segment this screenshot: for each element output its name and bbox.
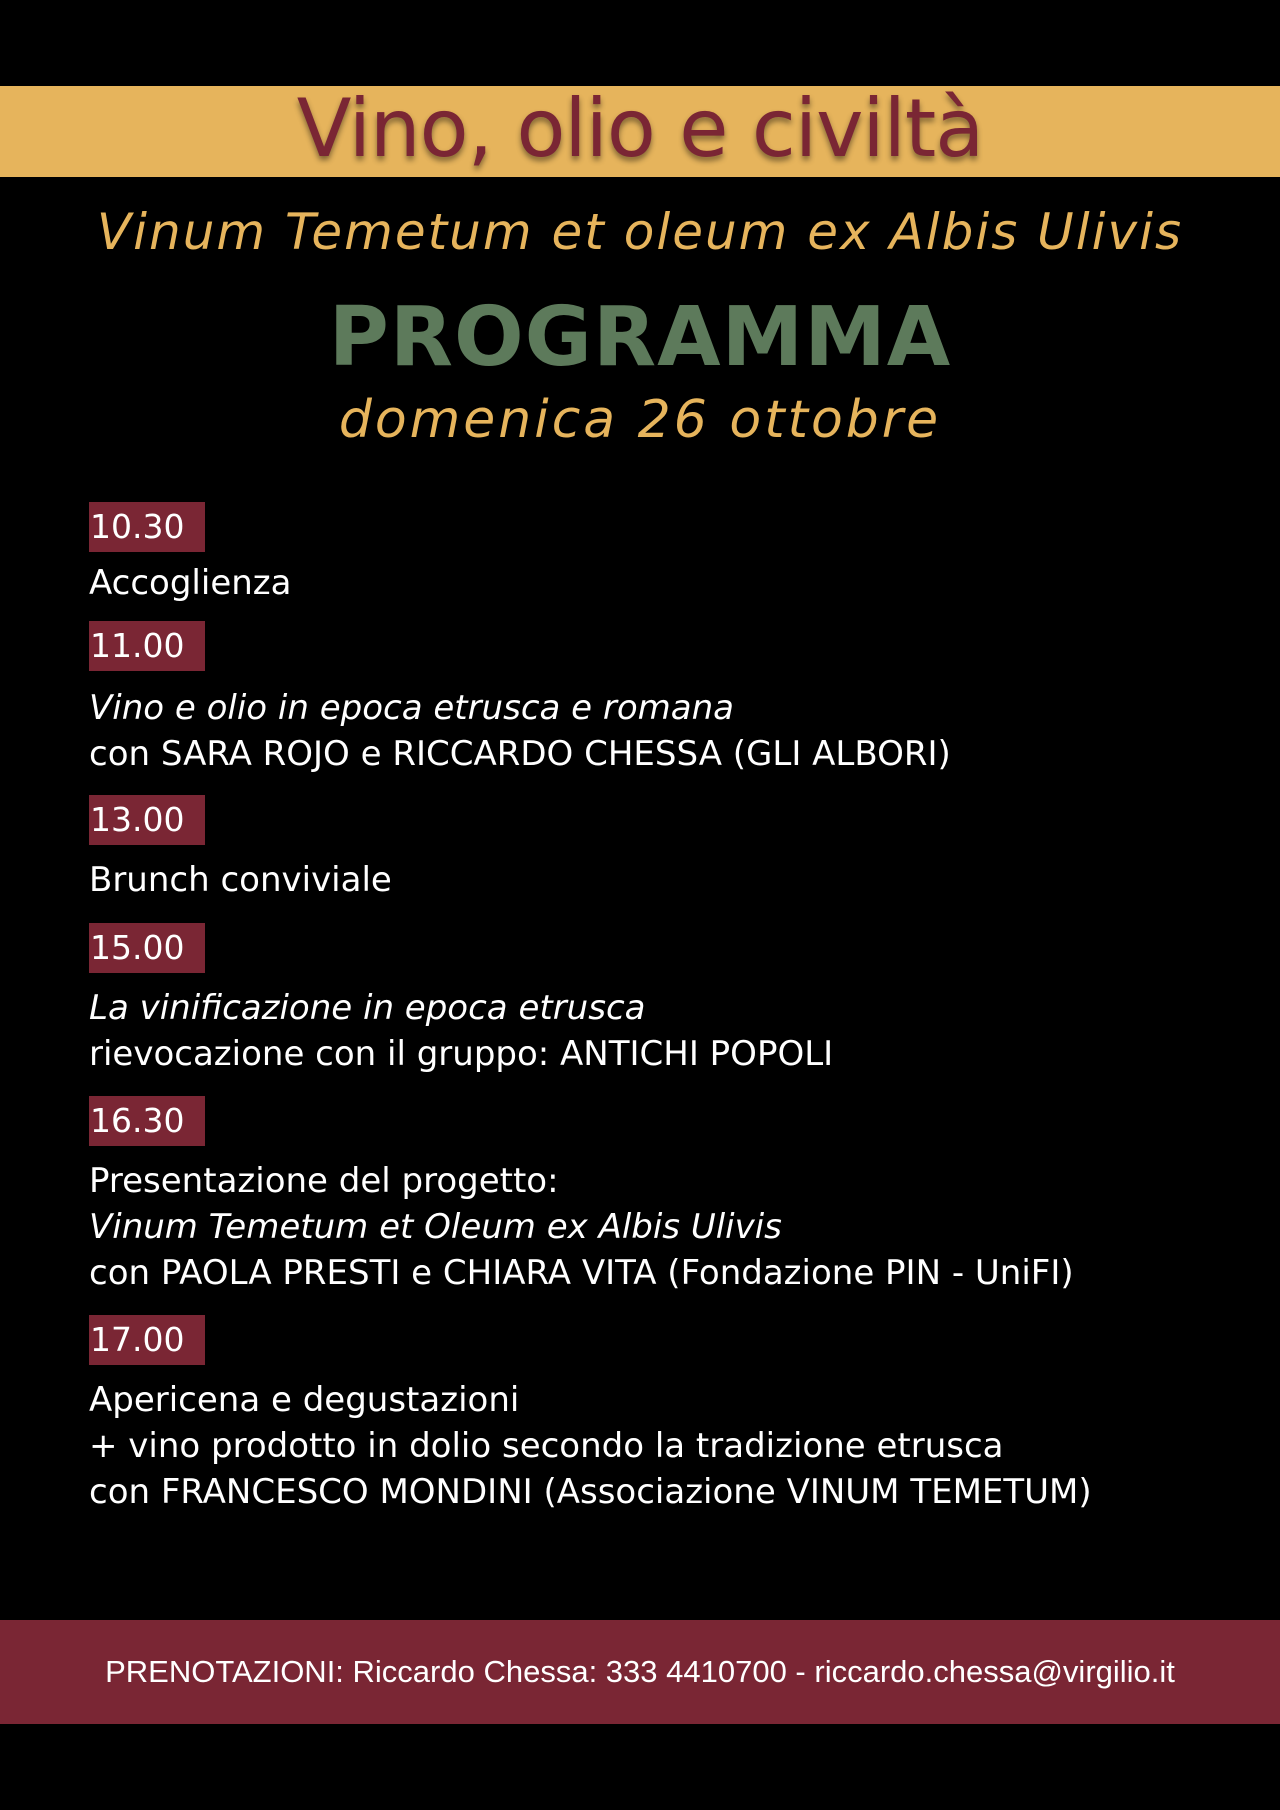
event-line: Accoglienza xyxy=(89,563,292,603)
time-badge: 11.00 xyxy=(89,621,205,671)
time-badge: 13.00 xyxy=(89,795,205,845)
event-line: con FRANCESCO MONDINI (Associazione VINUM TEMETUM) xyxy=(89,1472,1092,1512)
event-line: con SARA ROJO e RICCARDO CHESSA (GLI ALBORI) xyxy=(89,734,951,774)
event-line: rievocazione con il gruppo: ANTICHI POPOLI xyxy=(89,1034,834,1074)
schedule-item xyxy=(89,1096,1249,1296)
event-description xyxy=(89,1158,1249,1296)
booking-info: PRENOTAZIONI: Riccardo Chessa: 333 4410700 - riccardo.chessa@virgilio.it xyxy=(105,1654,1175,1689)
program-heading: PROGRAMMA xyxy=(328,290,952,385)
schedule-item xyxy=(89,923,1249,1077)
schedule-item xyxy=(89,621,1249,777)
event-date: domenica 26 ottobre xyxy=(338,390,942,450)
schedule-item xyxy=(89,1315,1249,1515)
subtitle: Vinum Temetum et oleum ex Albis Ulivis xyxy=(96,203,1184,261)
event-description xyxy=(89,560,1249,606)
main-title: Vino, olio e civiltà xyxy=(296,81,984,175)
event-line: Brunch conviviale xyxy=(89,860,392,900)
event-line: + vino prodotto in dolio secondo la tradizione etrusca xyxy=(89,1426,1004,1466)
title-band xyxy=(0,81,1280,177)
event-description xyxy=(89,1377,1249,1515)
time-badge: 10.30 xyxy=(89,502,205,552)
event-description xyxy=(89,985,1249,1077)
time-badge: 16.30 xyxy=(89,1096,205,1146)
time-badge: 17.00 xyxy=(89,1315,205,1365)
schedule-item xyxy=(89,502,1249,606)
event-description xyxy=(89,685,1249,777)
event-line: Apericena e degustazioni xyxy=(89,1380,520,1420)
event-line: con PAOLA PRESTI e CHIARA VITA (Fondazione PIN - UniFI) xyxy=(89,1253,1074,1293)
event-line: Vinum Temetum et Oleum ex Albis Ulivis xyxy=(89,1207,782,1247)
event-line: La vinificazione in epoca etrusca xyxy=(89,988,646,1028)
schedule-item xyxy=(89,795,1249,903)
time-badge: 15.00 xyxy=(89,923,205,973)
event-line: Presentazione del progetto: xyxy=(89,1161,559,1201)
event-description xyxy=(89,857,1249,903)
event-line: Vino e olio in epoca etrusca e romana xyxy=(89,688,735,728)
footer-band xyxy=(0,1620,1280,1724)
